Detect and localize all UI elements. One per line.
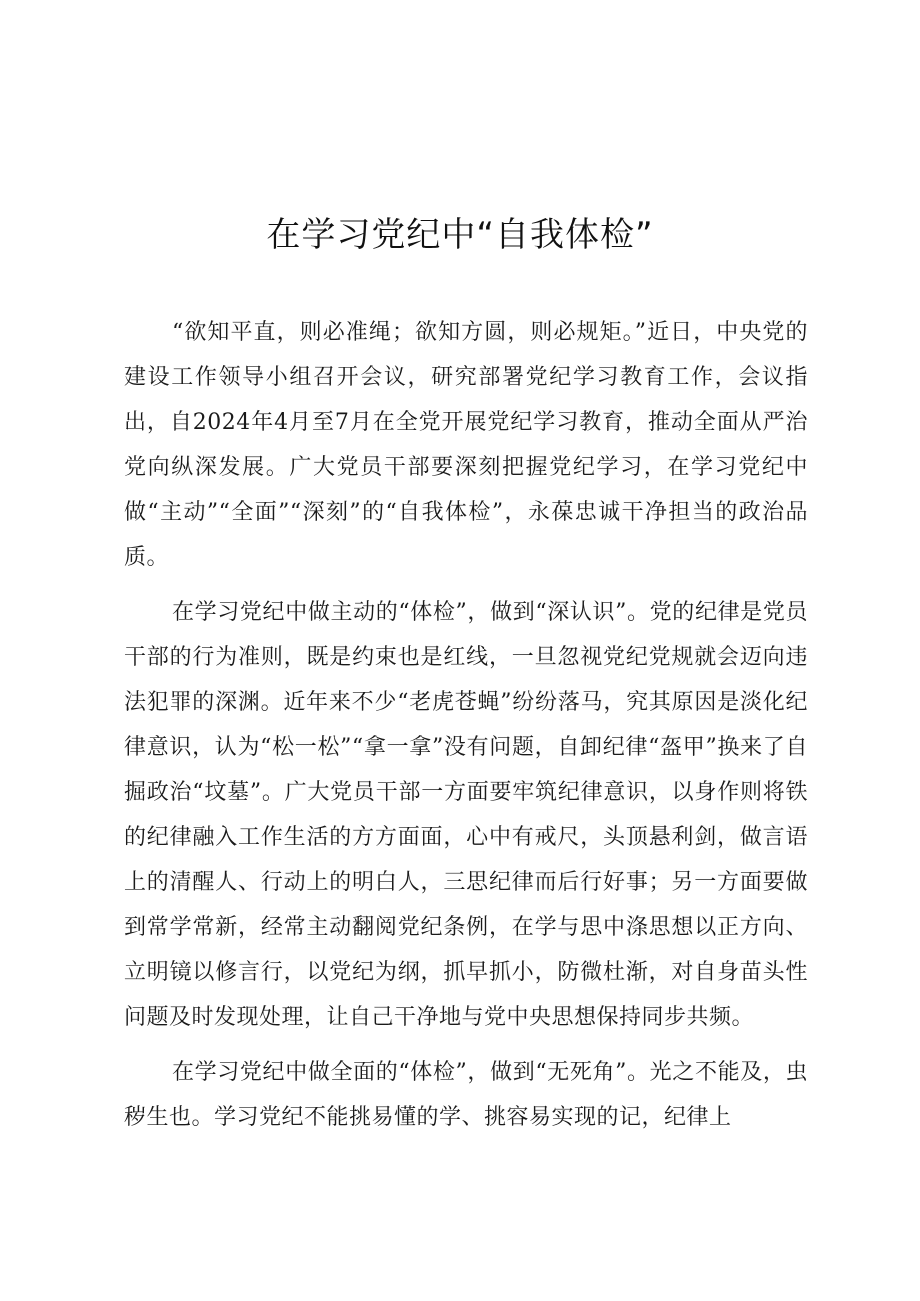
paragraph-2: 在学习党纪中做主动的“体检”，做到“深认识”。党的纪律是党员干部的行为准则，既是约束也是红线，一旦忽视党纪党规就会迈向违法犯罪的深渊。近年来不少“老虎苍蝇”纷纷落马，究其原因是淡化纪律意识，认为“松一松”“拿一拿”没有问题，自卸纪律“盔甲”换来了自掘政治“坟墓”。广大党员干部一方面要牢筑纪律意识，以身作则将铁的纪律融入工作生活的方方面面，心中有戒尺，头顶悬利剑，做言语上的清醒人、行动上的明白人，三思纪律而后行好事；另一方面要做到常学常新，经常主动翻阅党纪条例，在学与思中涤思想以正方向、立明镜以修言行，以党纪为纲，抓早抓小，防微杜渐，对自身苗头性问题及时发现处理，让自己干净地与党中央思想保持同步共频。 — [124, 600, 808, 1030]
paragraph-3: 在学习党纪中做全面的“体检”，做到“无死角”。光之不能及，虫秽生也。学习党纪不能挑易懂的学、挑容易实现的记，纪律上 — [124, 1060, 808, 1130]
paragraph-1: “欲知平直，则必准绳；欲知方圆，则必规矩。”近日，中央党的建设工作领导小组召开会议，研究部署党纪学习教育工作，会议指出，自2024年4月至7月在全党开展党纪学习教育，推动全面从严治党向纵深发展。广大党员干部要深刻把握党纪学习，在学习党纪中做“主动”“全面”“深刻”的“自我体检”，永葆忠诚干净担当的政治品质。 — [124, 320, 808, 570]
document-title: 在学习党纪中“自我体检” — [266, 215, 654, 255]
document-body — [124, 310, 808, 1150]
